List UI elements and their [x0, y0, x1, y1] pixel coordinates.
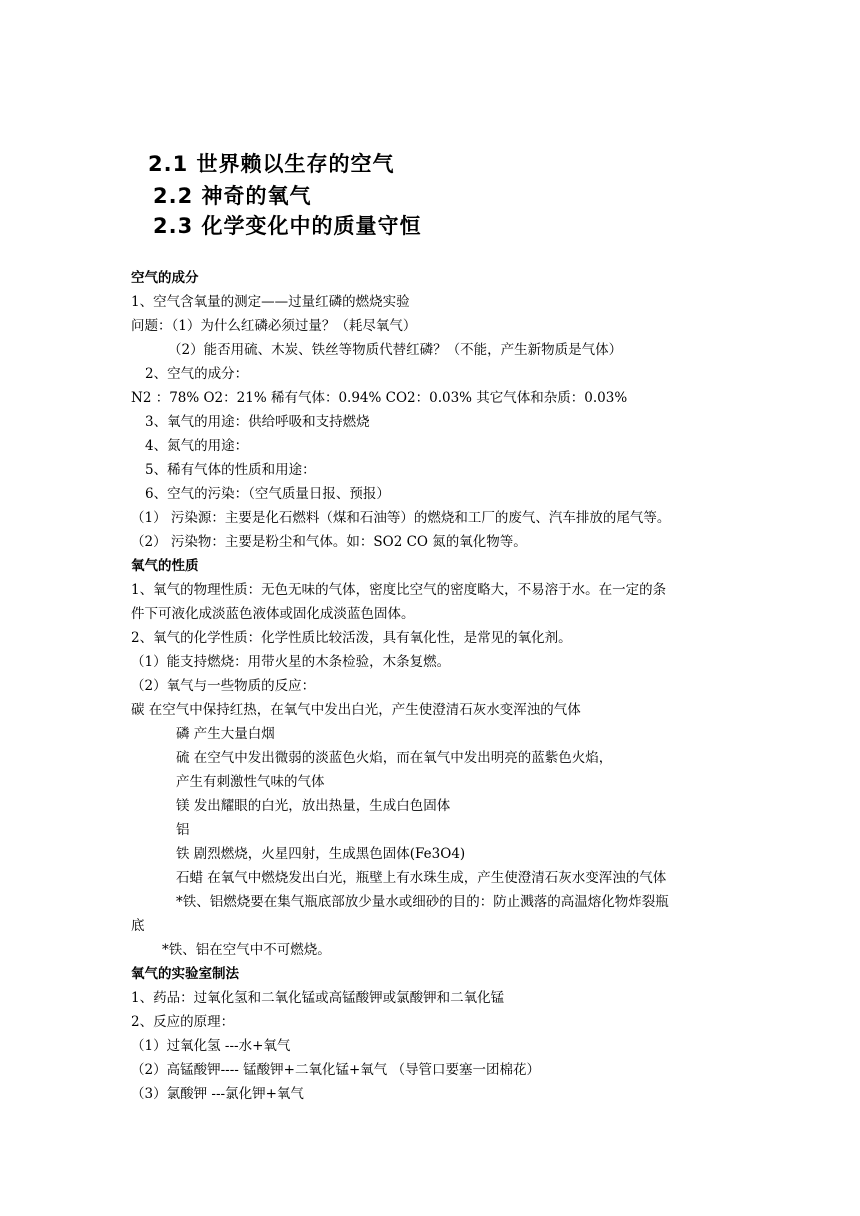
- text-line: 2、空气的成分：: [145, 366, 249, 382]
- text-line: 问题：（1）为什么红磷必须过量？（耗尽氧气）: [131, 318, 417, 334]
- heading-2-3: 2.3 化学变化中的质量守恒: [153, 214, 422, 238]
- text-line: 6、空气的污染：（空气质量日报、预报）: [145, 486, 390, 502]
- heading-2-2: 2.2 神奇的氧气: [153, 184, 312, 208]
- text-line: （2）能否用硫、木炭、铁丝等物质代替红磷？（不能，产生新物质是气体）: [168, 342, 623, 358]
- text-line: 石蜡 在氧气中燃烧发出白光，瓶壁上有水珠生成，产生使澄清石灰水变浑浊的气体: [176, 870, 667, 886]
- text-line: （1）能支持燃烧：用带火星的木条检验，木条复燃。: [131, 654, 451, 670]
- text-line: 产生有刺激性气味的气体: [176, 774, 325, 790]
- text-line: 1、氧气的物理性质：无色无味的气体，密度比空气的密度略大，不易溶于水。在一定的条: [131, 582, 667, 598]
- text-line: 2、反应的原理：: [131, 1014, 235, 1030]
- text-line: 铁 剧烈燃烧，火星四射，生成黑色固体(Fe3O4): [176, 846, 466, 862]
- text-line: 2、氧气的化学性质：化学性质比较活泼，具有氧化性，是常见的氧化剂。: [131, 630, 572, 646]
- text-line: （2）高锰酸钾---- 锰酸钾+二氧化锰+氧气 （导管口要塞一团棉花）: [131, 1062, 541, 1078]
- text-line: *铁、铝在空气中不可燃烧。: [162, 942, 331, 958]
- text-line: 3、氧气的用途：供给呼吸和支持燃烧: [145, 414, 370, 430]
- text-line: 磷 产生大量白烟: [176, 726, 275, 742]
- heading-2-1: 2.1 世界赖以生存的空气: [148, 152, 395, 176]
- text-line: （2） 污染物：主要是粉尘和气体。如：SO2 CO 氮的氧化物等。: [131, 534, 527, 550]
- text-line: 件下可液化成淡蓝色液体或固化成淡蓝色固体。: [131, 606, 415, 622]
- section-oxygen-lab-prep: 氧气的实验室制法: [131, 966, 239, 982]
- text-line: （2）氧气与一些物质的反应：: [131, 678, 316, 694]
- text-line: 底: [131, 918, 145, 934]
- text-line: 碳 在空气中保持红热，在氧气中发出白光，产生使澄清石灰水变浑浊的气体: [131, 702, 581, 718]
- section-air-composition: 空气的成分: [131, 270, 199, 286]
- text-line: 4、氮气的用途：: [145, 438, 249, 454]
- section-oxygen-properties: 氧气的性质: [131, 558, 199, 574]
- text-line: 镁 发出耀眼的白光，放出热量，生成白色固体: [176, 798, 451, 814]
- text-line: 硫 在空气中发出微弱的淡蓝色火焰，而在氧气中发出明亮的蓝紫色火焰，: [176, 750, 613, 766]
- text-line: （1）过氧化氢 ---水+氧气: [131, 1038, 291, 1054]
- text-line: 1、药品：过氧化氢和二氧化锰或高锰酸钾或氯酸钾和二氧化锰: [131, 990, 505, 1006]
- text-line: *铁、铝燃烧要在集气瓶底部放少量水或细砂的目的：防止溅落的高温熔化物炸裂瓶: [176, 894, 669, 910]
- text-line: 铝: [176, 822, 190, 838]
- text-line: （1） 污染源：主要是化石燃料（煤和石油等）的燃烧和工厂的废气、汽车排放的尾气等。: [131, 510, 671, 526]
- text-line: （3）氯酸钾 ---氯化钾+氧气: [131, 1086, 304, 1102]
- text-line: 1、空气含氧量的测定——过量红磷的燃烧实验: [131, 294, 410, 310]
- text-line: N2 ：78% O2：21% 稀有气体：0.94% CO2：0.03% 其它气体和杂质：0.03%: [131, 390, 628, 406]
- text-line: 5、稀有气体的性质和用途：: [145, 462, 316, 478]
